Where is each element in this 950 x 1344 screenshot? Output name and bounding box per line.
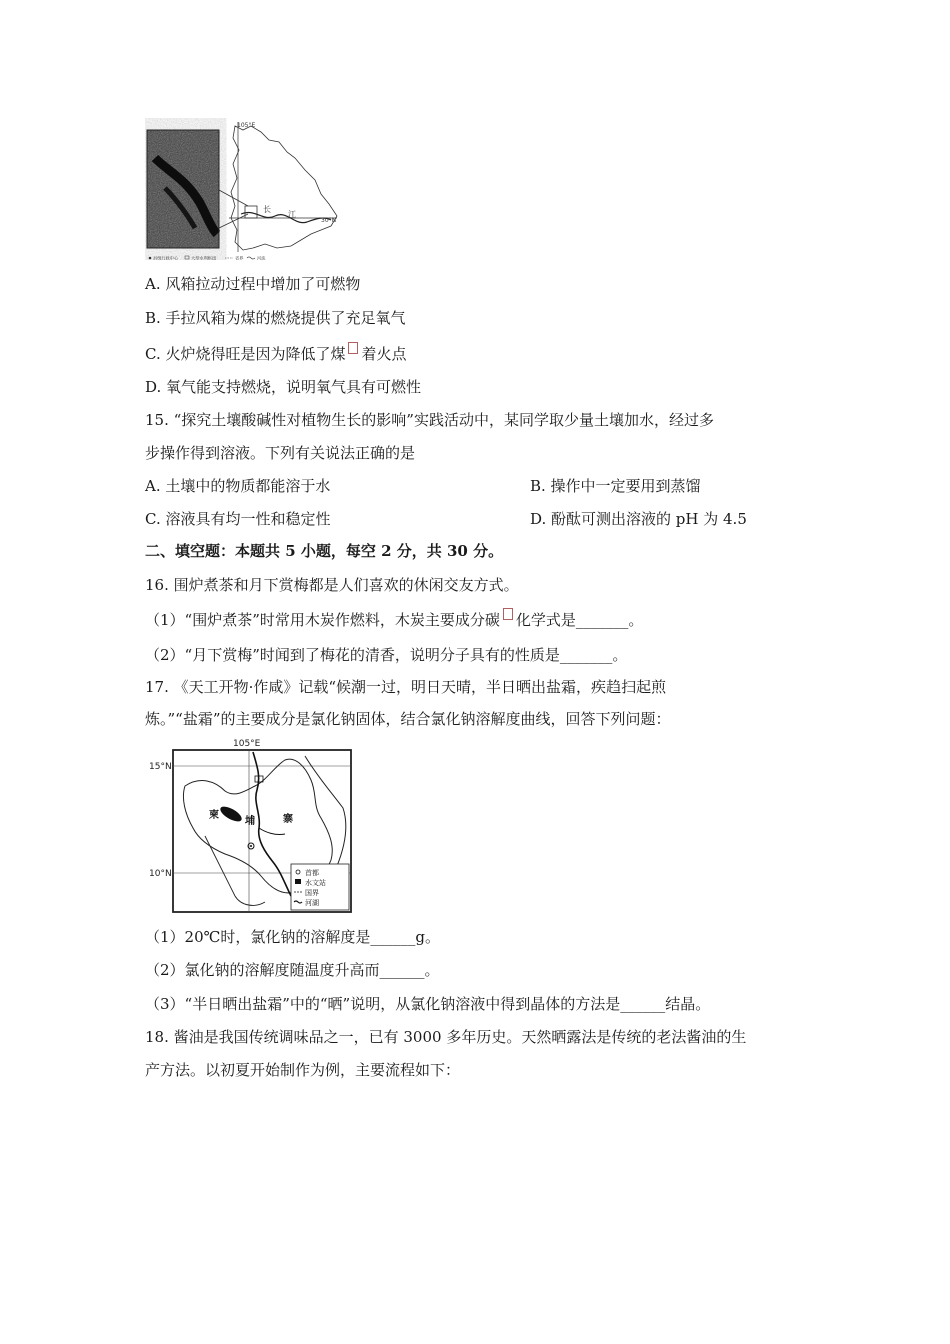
legend-dam: 大型水利枢纽: [191, 255, 217, 261]
q17-part2: （2）氯化钠的溶解度随温度升高而______。: [145, 961, 440, 979]
broken-image-icon: [348, 342, 358, 354]
q17-part1: （1）20℃时，氯化钠的溶解度是______g。: [145, 928, 441, 946]
q18-stem-line1: 18. 酱油是我国传统调味品之一，已有 3000 多年历史。天然晒露法是传统的老法酱油的生: [145, 1028, 747, 1046]
legend-station: 水文站: [305, 879, 326, 887]
q14-option-c-pre: C. 火炉烧得旺是因为降低了煤: [145, 345, 346, 363]
q14-option-c: [145, 344, 407, 364]
q16-part1: [145, 610, 643, 630]
q17-stem-line2: 炼。”“盐霜”的主要成分是氯化钠固体，结合氯化钠溶解度曲线，回答下列问题：: [145, 710, 671, 728]
place-label-pu: 埔: [245, 816, 255, 827]
section-heading: 二、填空题：本题共 5 小题，每空 2 分，共 30 分。: [145, 542, 504, 560]
broken-image-icon: [503, 608, 513, 620]
tonle-sap-lake: [218, 804, 244, 825]
map-legend: [149, 255, 266, 262]
river-line: [241, 212, 331, 222]
q15-stem-line2: 步操作得到溶液。下列有关说法正确的是: [145, 444, 416, 462]
q15-option-b: B. 操作中一定要用到蒸馏: [530, 477, 701, 495]
place-label-jiang: 江: [288, 210, 296, 219]
place-label-zhai: 寨: [283, 814, 293, 825]
legend-province-border: 省界: [235, 255, 244, 261]
q16-part2: （2）“月下赏梅”时闻到了梅花的清香，说明分子具有的性质是_______。: [145, 646, 628, 664]
satellite-image: [147, 130, 219, 248]
q15-option-d: D. 酚酞可测出溶液的 pH 为 4.5: [530, 510, 747, 528]
lon-label-2: 105°E: [233, 739, 261, 749]
legend-rivers: 河湖: [305, 899, 319, 907]
q14-option-a: A. 风箱拉动过程中增加了可燃物: [145, 275, 361, 293]
legend-river: 河流: [257, 255, 266, 261]
q14-option-d: D. 氧气能支持燃烧，说明氧气具有可燃性: [145, 378, 422, 396]
q18-stem-line2: 产方法。以初夏开始制作为例，主要流程如下：: [145, 1061, 461, 1079]
q15-option-a: A. 土壤中的物质都能溶于水: [145, 477, 331, 495]
place-label-jian: 柬: [209, 810, 219, 821]
lon-label-1: 105°E: [237, 122, 256, 129]
q17-stem-line1: 17. 《天工开物·作咸》记载“候潮一过，明日天晴，半日晒出盐霜，疾趋扫起煎: [145, 678, 667, 696]
lat-label-bottom: 10°N: [149, 869, 172, 879]
lat-label-1: 30°N: [321, 217, 337, 224]
q16-part1-post: 化学式是_______。: [515, 611, 644, 629]
q14-option-c-post: 着火点: [361, 345, 407, 363]
legend-border: 国界: [305, 889, 319, 897]
legend-county-center: 县级行政中心: [153, 255, 179, 261]
lat-label-top: 15°N: [149, 762, 172, 772]
q16-part1-pre: （1）“围炉煮茶”时常用木炭作燃料，木炭主要成分碳: [145, 611, 500, 629]
province-outline: [231, 126, 337, 250]
q16-stem: 16. 围炉煮茶和月下赏梅都是人们喜欢的休闲交友方式。: [145, 576, 519, 594]
map-figure-cambodia: [145, 736, 355, 916]
q14-option-b: B. 手拉风箱为煤的燃烧提供了充足氧气: [145, 309, 406, 327]
legend-capital: 首都: [305, 869, 319, 877]
q17-part3: （3）“半日晒出盐霜”中的“晒”说明，从氯化钠溶液中得到晶体的方法是______结晶。: [145, 995, 711, 1013]
place-label-chang: 长: [263, 205, 271, 214]
q15-option-c: C. 溶液具有均一性和稳定性: [145, 510, 331, 528]
q15-stem-line1: 15. “探究土壤酸碱性对植物生长的影响”实践活动中，某同学取少量土壤加水，经过多: [145, 411, 714, 429]
map-legend-2: [291, 864, 349, 910]
map-figure-yangtze: [145, 118, 345, 263]
